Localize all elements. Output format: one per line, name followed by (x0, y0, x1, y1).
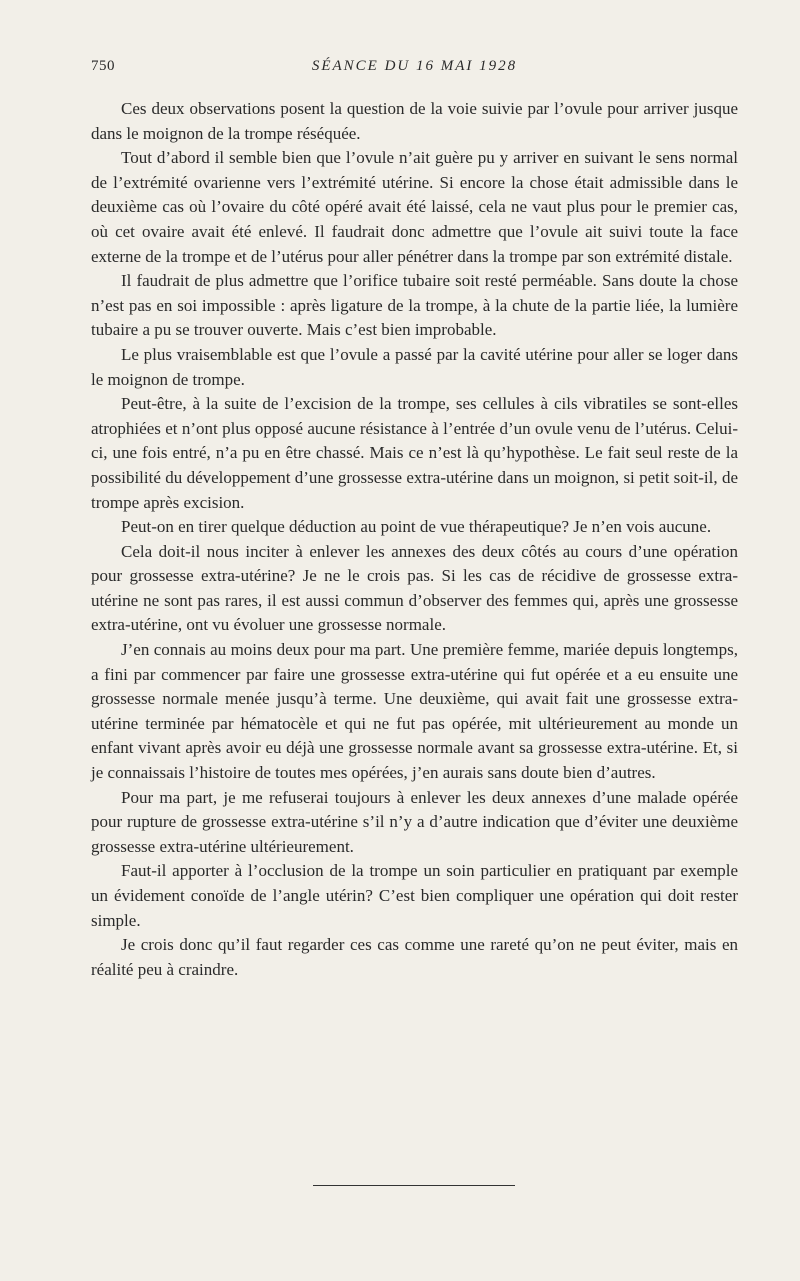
paragraph-3: Il faudrait de plus admettre que l’orifice tubaire soit resté perméable. Sans doute la chose n’est pas en soi impossible : après ligature de la trompe, à la chute de la partie liée, la lumière tubaire a pu se trouver ouverte. Mais c’est bien improbable. (91, 271, 738, 340)
paragraph-8: J’en connais au moins deux pour ma part. Une première femme, mariée depuis longtemps, a fini par commencer par faire une grossesse extra-utérine qui fut opérée et a eu ensuite une grossesse normale menée jusqu’à terme. Une deuxième, qui avait fait une grossesse extra-utérine terminée par hématocèle et qui ne fut pas opérée, mit ultérieurement au monde un enfant vivant après avoir eu déjà une grossesse normale avant sa grossesse extra-utérine. Et, si je connaissais l’histoire de toutes mes opérées, j’en aurais sans doute bien d’autres. (91, 640, 738, 783)
running-head (91, 58, 738, 78)
paragraph-7: Cela doit-il nous inciter à enlever les annexes des deux côtés au cours d’une opération pour grossesse extra-utérine? Je ne le crois pas. Si les cas de récidive de grossesse extra-utérine ne sont pas rares, il est aussi commun d’observer des femmes qui, après une grossesse extra-utérine, ont vu évoluer une grossesse normale. (91, 541, 738, 635)
paragraph-1: Ces deux observations posent la question de la voie suivie par l’ovule pour arriver jusque dans le moignon de la trompe réséquée. (91, 99, 738, 143)
page-number: 750 (91, 58, 115, 74)
paragraph-11: Je crois donc qu’il faut regarder ces cas comme une rareté qu’on ne peut éviter, mais en réalité peu à craindre. (91, 935, 738, 979)
paragraph-2: Tout d’abord il semble bien que l’ovule n’ait guère pu y arriver en suivant le sens normal de l’extrémité ovarienne vers l’extrémité utérine. Si encore la chose était admissible dans le deuxième cas où l’ovaire du côté opéré avait été laissé, cela ne vaut plus pour le premier cas, où cet ovaire avait été enlevé. Il faudrait donc admettre que l’ovule ait suivi toute la face externe de la trompe et de l’utérus pour aller pénétrer dans la trompe par son extrémité distale. (91, 148, 738, 266)
body-text (91, 97, 738, 982)
paragraph-9: Pour ma part, je me refuserai toujours à enlever les deux annexes d’une malade opérée pour rupture de grossesse extra-utérine s’il n’y a d’autre indication que d’éviter une deuxième grossesse extra-utérine ultérieurement. (91, 787, 738, 856)
running-title: SÉANCE DU 16 MAI 1928 (311, 58, 518, 74)
paragraph-5: Peut-être, à la suite de l’excision de la trompe, ses cellules à cils vibratiles se sont-elles atrophiées et n’ont plus opposé aucune résistance à l’entrée d’un ovule venu de l’utérus. Celui-ci, une fois entré, n’a pu en être chassé. Mais ce n’est là qu’hypothèse. Le fait seul reste de la possibilité du développement d’une grossesse extra-utérine dans un moignon, si petit soit-il, de trompe après excision. (91, 394, 738, 512)
paragraph-10: Faut-il apporter à l’occlusion de la trompe un soin particulier en pratiquant par exemple un évidement conoïde de l’angle utérin? C’est bien compliquer une opération qui doit rester simple. (91, 861, 738, 930)
end-rule-divider (313, 1185, 515, 1186)
paragraph-4: Le plus vraisemblable est que l’ovule a passé par la cavité utérine pour aller se loger dans le moignon de trompe. (91, 344, 738, 389)
paragraph-6: Peut-on en tirer quelque déduction au point de vue thérapeutique? Je n’en vois aucune. (121, 517, 712, 537)
